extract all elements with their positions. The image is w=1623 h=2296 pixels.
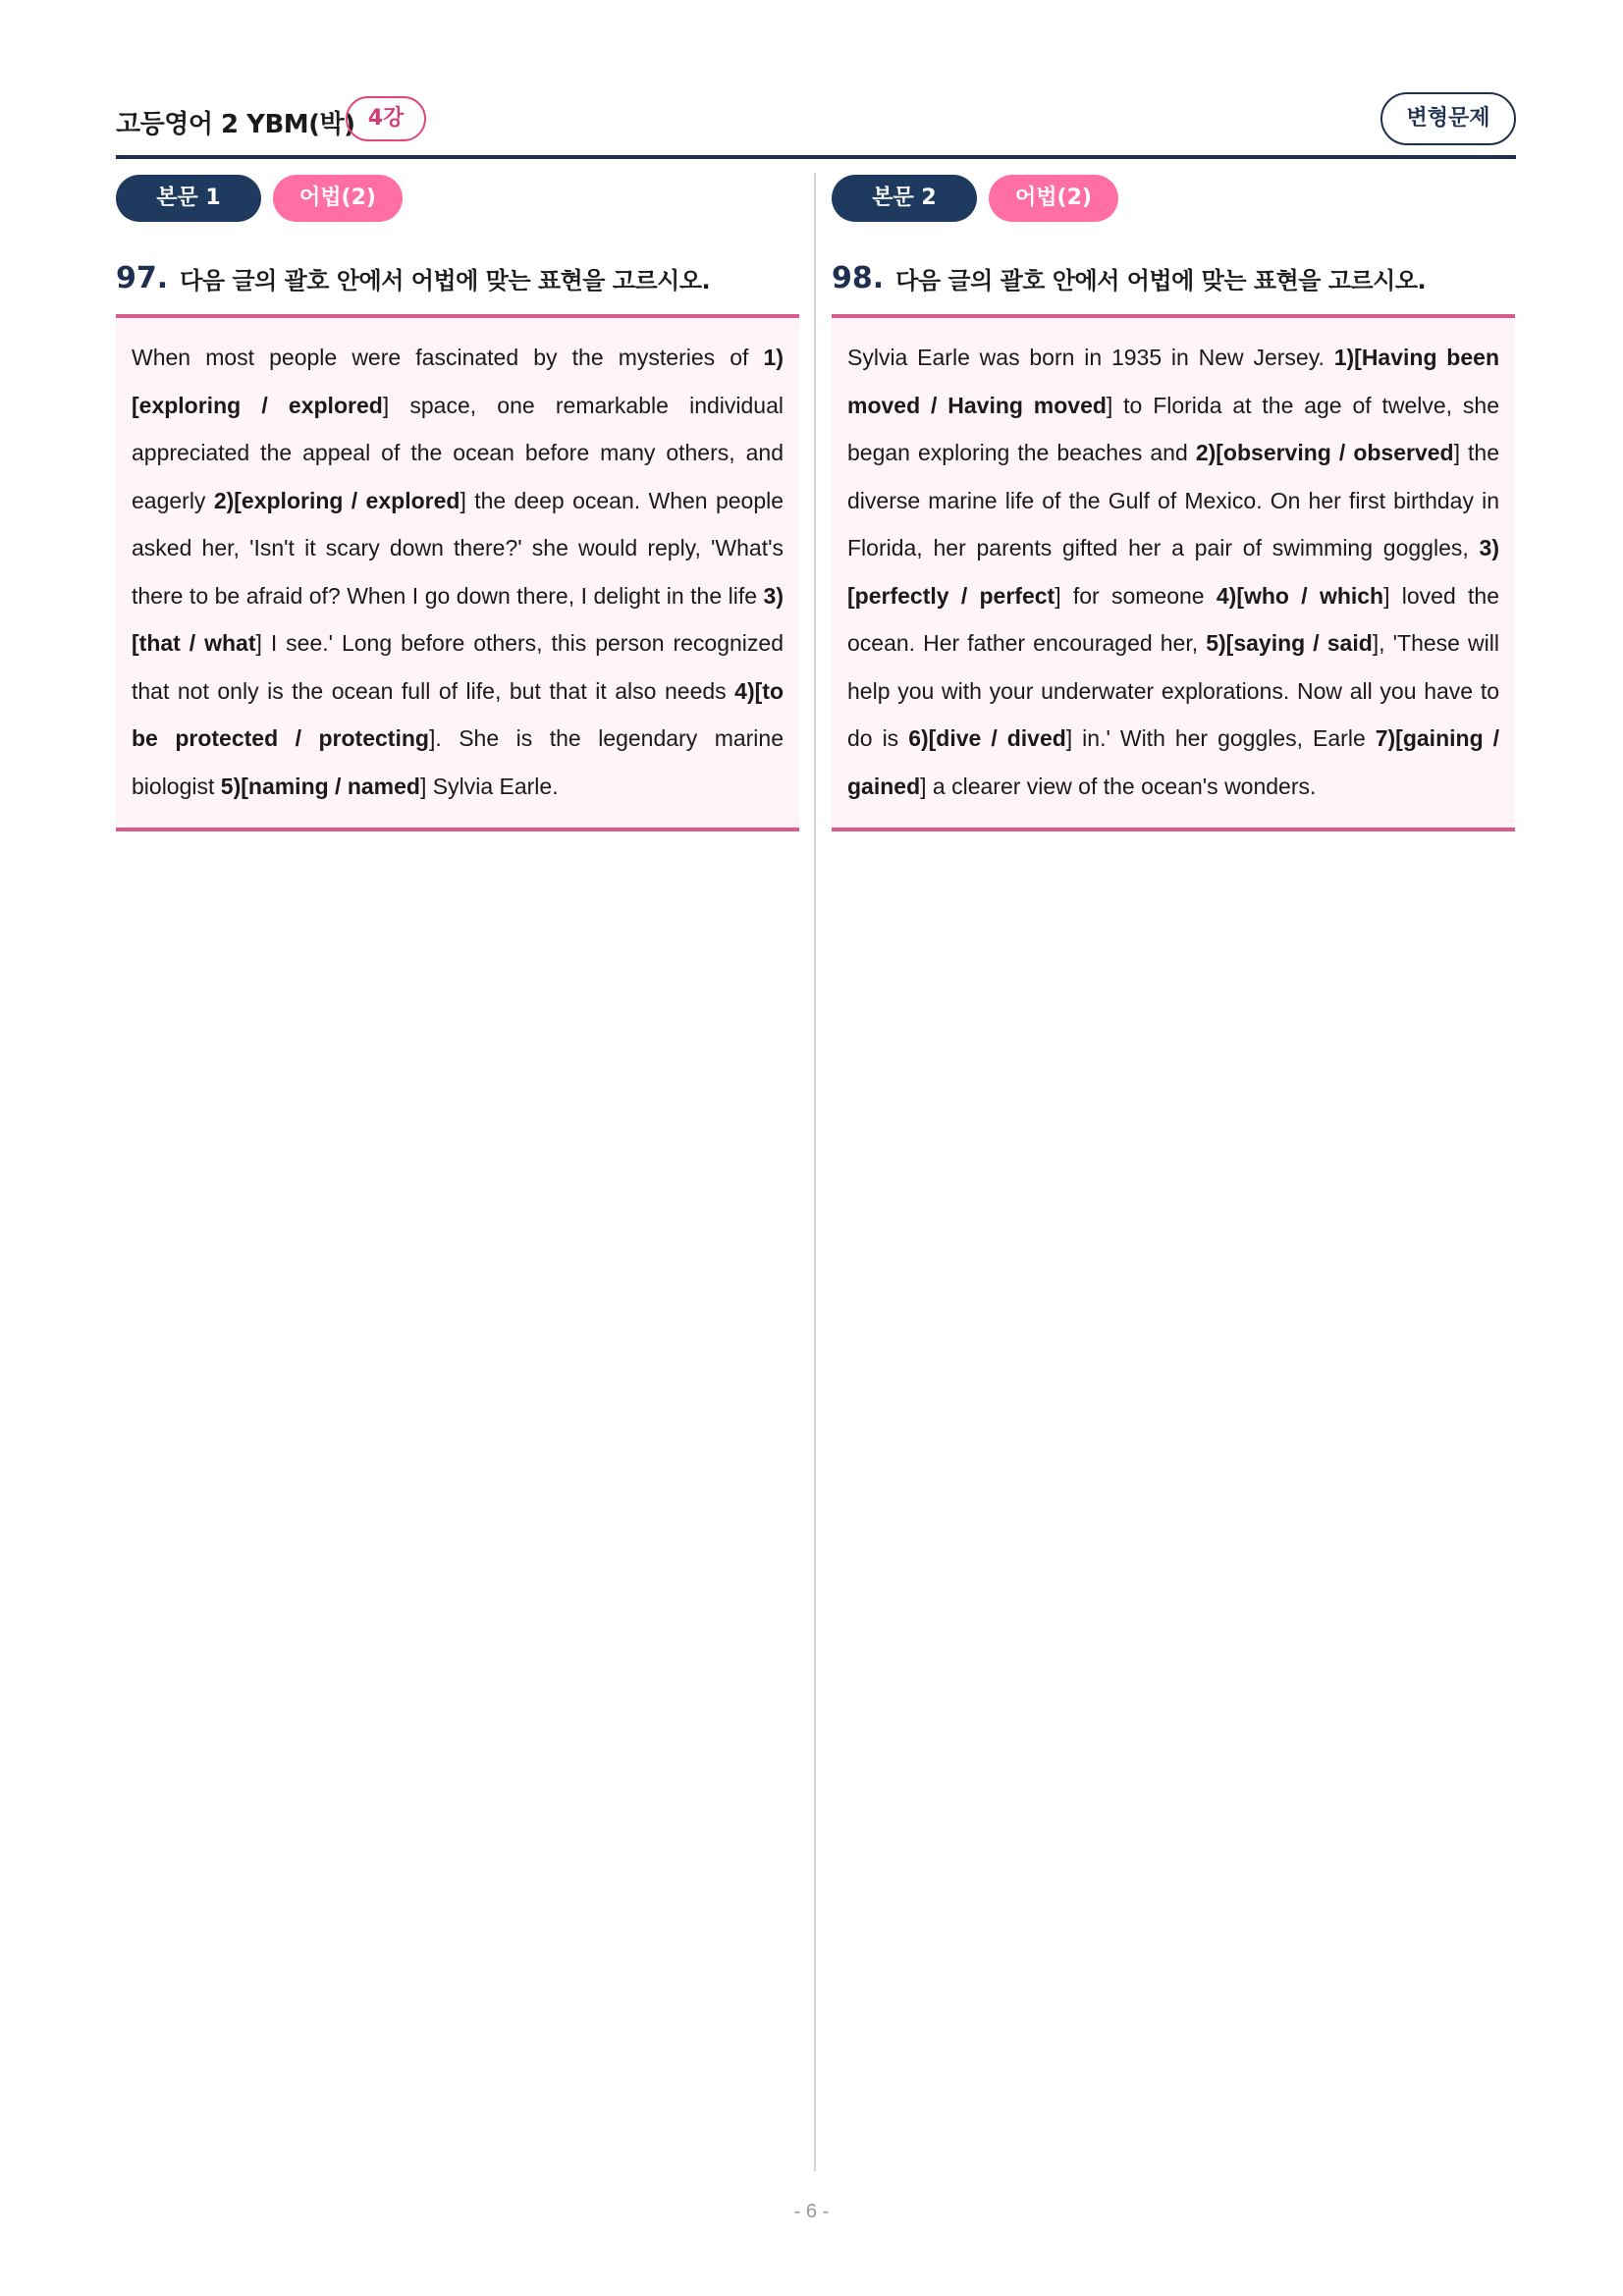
grammar-choice: Having moved: [947, 392, 1107, 418]
category-tag: 어법(2): [273, 175, 403, 222]
textbook-title: 고등영어 2 YBM(박): [116, 110, 355, 139]
passage-box: [116, 314, 799, 831]
grammar-choice: /: [241, 392, 289, 418]
passage-segment: ] the deep ocean. When people asked her, 'Isn't it scary down there?' she would reply, 'What's there to be afraid of? When I go down there, I delight in the life: [132, 487, 784, 609]
grammar-choice: 2)[exploring / explored: [213, 487, 460, 513]
grammar-choice: protecting: [318, 725, 429, 751]
grammar-choice: 5)[saying: [1206, 630, 1306, 656]
passage-segment: ] a clearer view of the ocean's wonders.: [920, 773, 1317, 799]
grammar-choice: said: [1326, 630, 1373, 656]
passage-segment: ]. She is the legendary marine biologist: [132, 725, 784, 799]
question-number: 97.: [116, 261, 169, 295]
right-column: [832, 173, 1515, 831]
right-tag-row: [832, 173, 1515, 222]
grammar-choice: observed: [1353, 440, 1454, 465]
grammar-choice: what: [204, 630, 256, 656]
grammar-choice: 4)[to be protected: [132, 677, 784, 751]
category-tag: 어법(2): [989, 175, 1118, 222]
grammar-choice: 5)[naming: [220, 773, 329, 799]
passage-segment: ] to Florida at the age of twelve, she began exploring the beaches and: [847, 392, 1499, 465]
page-number: - 6 -: [793, 2201, 830, 2222]
passage-segment: ] loved the ocean. Her father encouraged her,: [847, 582, 1500, 656]
grammar-choice: which: [1319, 582, 1384, 609]
grammar-choice: /: [1288, 582, 1320, 609]
grammar-choice: /: [328, 773, 348, 799]
column-divider: [814, 173, 816, 2171]
page-header: [116, 90, 1516, 161]
grammar-choice: /: [1483, 725, 1500, 751]
grammar-choice: /: [1305, 630, 1327, 656]
grammar-choice: 4)[who: [1216, 582, 1289, 609]
passage-tag: 본문 2: [832, 175, 977, 222]
passage-segment: ] the diverse marine life of the Gulf of Mexico. On her first birthday in Florida, her parents gifted her a pair of swimming goggles,: [847, 440, 1499, 561]
question-type-badge: 변형문제: [1380, 92, 1516, 145]
question-98: [832, 261, 1515, 304]
question-instruction: 다음 글의 괄호 안에서 어법에 맞는 표현을 고르시오.: [180, 267, 711, 294]
grammar-choice: /: [981, 725, 1007, 751]
grammar-choice: perfect: [979, 582, 1055, 609]
lesson-badge: 4강: [346, 96, 426, 141]
passage-segment: ] in.' With her goggles, Earle: [1065, 725, 1376, 751]
grammar-choice: /: [278, 725, 319, 751]
grammar-choice: 2)[observing: [1195, 440, 1331, 465]
grammar-choice: 6)[dive: [908, 725, 982, 751]
grammar-choice: 3)[that: [132, 582, 784, 656]
passage-segment: ] I see.' Long before others, this person recognized that not only is the ocean full of life, but that it also needs: [132, 630, 784, 704]
grammar-choice: 1)[Having been moved: [847, 345, 1499, 418]
grammar-choice: named: [347, 773, 420, 799]
grammar-choice: /: [948, 582, 980, 609]
question-instruction: 다음 글의 괄호 안에서 어법에 맞는 표현을 고르시오.: [895, 267, 1427, 294]
grammar-choice: /: [180, 630, 205, 656]
header-divider: [116, 155, 1516, 159]
passage-segment: ] for someone: [1055, 582, 1217, 609]
grammar-choice: 3)[perfectly: [847, 535, 1499, 609]
left-column: [116, 173, 799, 831]
passage-segment: When most people were fascinated by the mysteries of: [132, 345, 764, 370]
grammar-choice: 7)[gaining: [1375, 725, 1484, 751]
grammar-choice: 1)[exploring: [132, 345, 784, 418]
grammar-choice: gained: [847, 773, 921, 799]
grammar-choice: explored: [288, 392, 383, 418]
question-number: 98.: [832, 261, 885, 295]
passage-box: [832, 314, 1515, 831]
passage-tag: 본문 1: [116, 175, 261, 222]
passage-segment: ], 'These will help you with your underwater explorations. Now all you have to do is: [847, 630, 1499, 751]
passage-segment: ] Sylvia Earle.: [419, 773, 559, 799]
passage-text: [132, 334, 784, 810]
left-tag-row: [116, 173, 799, 222]
question-97: [116, 261, 799, 304]
grammar-choice: dived: [1006, 725, 1066, 751]
passage-text: [847, 334, 1499, 810]
grammar-choice: /: [920, 392, 948, 418]
passage-segment: ] space, one remarkable individual appreciated the appeal of the ocean before many others, and eagerly: [132, 392, 784, 513]
passage-segment: Sylvia Earle was born in 1935 in New Jersey.: [847, 345, 1334, 370]
grammar-choice: /: [1330, 440, 1354, 465]
